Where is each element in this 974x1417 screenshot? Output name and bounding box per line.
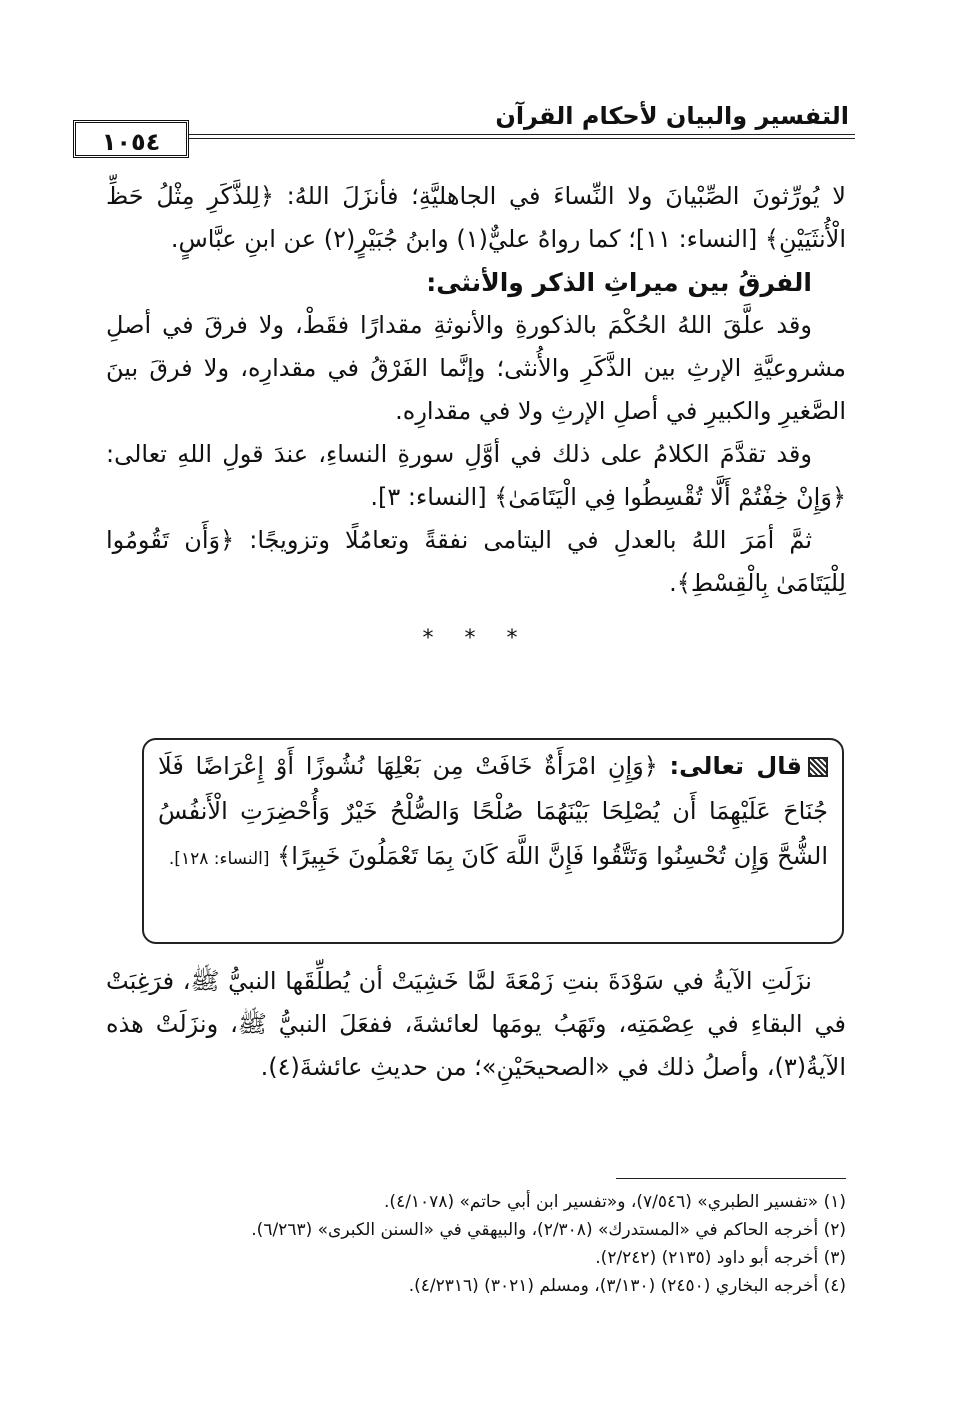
paragraph-1: لا يُورِّثونَ الصِّبْيانَ ولا النِّساءَ في الجاهليَّةِ؛ فأنزَلَ اللهُ: ﴿لِلذَّكَرِ مِثْلُ حَظِّ الْأُنثَيَيْنِ﴾ [النساء: ١١]؛ كما رواهُ عليٌّ(١) وابنُ جُبَيْرٍ(٢) عن ابنِ عبَّاسٍ. <box>106 182 846 253</box>
main-text <box>106 175 846 670</box>
footnote-rule <box>616 1178 846 1179</box>
header-rule <box>95 134 855 135</box>
footnotes <box>106 1188 846 1300</box>
header-rule-double <box>95 138 855 139</box>
verse-box <box>142 738 844 944</box>
footnote-2: (٢) أخرجه الحاكم في «المستدرك» (٢/٣٠٨)، والبيهقي في «السنن الكبرى» (٦/٢٦٣). <box>251 1220 846 1240</box>
footnote-4: (٤) أخرجه البخاري (٢٤٥٠) (٣/١٣٠)، ومسلم (٣٠٢١) (٤/٢٣١٦). <box>408 1276 846 1296</box>
paragraph-5: نزَلَتِ الآيةُ في سَوْدَةَ بنتِ زَمْعَةَ لمَّا خَشِيَتْ أن يُطلِّقَها النبيُّ ﷺ، فرَغِبَتْ في البقاءِ في عِصْمَتِه، وتَهَبُ يومَها لعائشةَ، ففعَلَ النبيُّ ﷺ، ونزَلَتْ هذه الآيةُ(٣)، وأصلُ ذلك في «الصحيحَيْنِ»؛ من حديثِ عائشةَ(٤). <box>106 967 846 1081</box>
page-header <box>95 96 855 166</box>
page-number: ١٠٥٤ <box>73 120 189 158</box>
ornament-square-icon <box>808 757 828 777</box>
footnote-1: (١) «تفسير الطبري» (٧/٥٤٦)، و«تفسير ابن أبي حاتم» (٤/١٠٧٨). <box>384 1192 846 1212</box>
main-text-continued <box>106 960 846 1089</box>
footnote-3: (٣) أخرجه أبو داود (٢١٣٥) (٢/٢٤٢). <box>595 1248 846 1268</box>
running-title: التفسير والبيان لأحكام القرآن <box>495 102 849 130</box>
verse-text: ﴿وَإِنِ امْرَأَةٌ خَافَتْ مِن بَعْلِهَا نُشُوزًا أَوْ إِعْرَاضًا فَلَا جُنَاحَ عَلَيْهِمَا أَن يُصْلِحَا بَيْنَهُمَا صُلْحًا وَالصُّلْحُ خَيْرٌ وَأُحْضِرَتِ الْأَنفُسُ الشُّحَّ وَإِن تُحْسِنُوا وَتَتَّقُوا فَإِنَّ اللَّهَ كَانَ بِمَا تَعْمَلُونَ خَبِيرًا﴾ <box>158 752 828 870</box>
paragraph-2: وقد علَّقَ اللهُ الحُكْمَ بالذكورةِ والأنوثةِ مقدارًا فقَطْ، ولا فرقَ في أصلِ مشروعيَّةِ الإرثِ بين الذَّكَرِ والأُنثى؛ وإنَّما الفَرْقُ في مقدارِه، ولا فرقَ بينَ الصَّغيرِ والكبيرِ في أصلِ الإرثِ ولا في مقدارِه. <box>106 311 846 425</box>
verse-lead: قال تعالى: <box>669 752 802 780</box>
section-separator: * * * <box>422 626 530 651</box>
section-heading: الفرقُ بين ميراثِ الذكر والأنثى: <box>426 268 812 297</box>
paragraph-4: ثمَّ أمَرَ اللهُ بالعدلِ في اليتامى نفقةً وتعامُلًا وتزويجًا: ﴿وَأَن تَقُومُوا لِلْيَتَامَىٰ بِالْقِسْطِ﴾. <box>106 526 846 597</box>
verse-reference: [النساء: ١٢٨]. <box>168 849 270 869</box>
paragraph-3: وقد تقدَّمَ الكلامُ على ذلك في أوَّلِ سورةِ النساءِ، عندَ قولِ اللهِ تعالى: ﴿وَإِنْ خِفْتُمْ أَلَّا تُقْسِطُوا فِي الْيَتَامَىٰ﴾ [النساء: ٣]. <box>106 440 846 511</box>
